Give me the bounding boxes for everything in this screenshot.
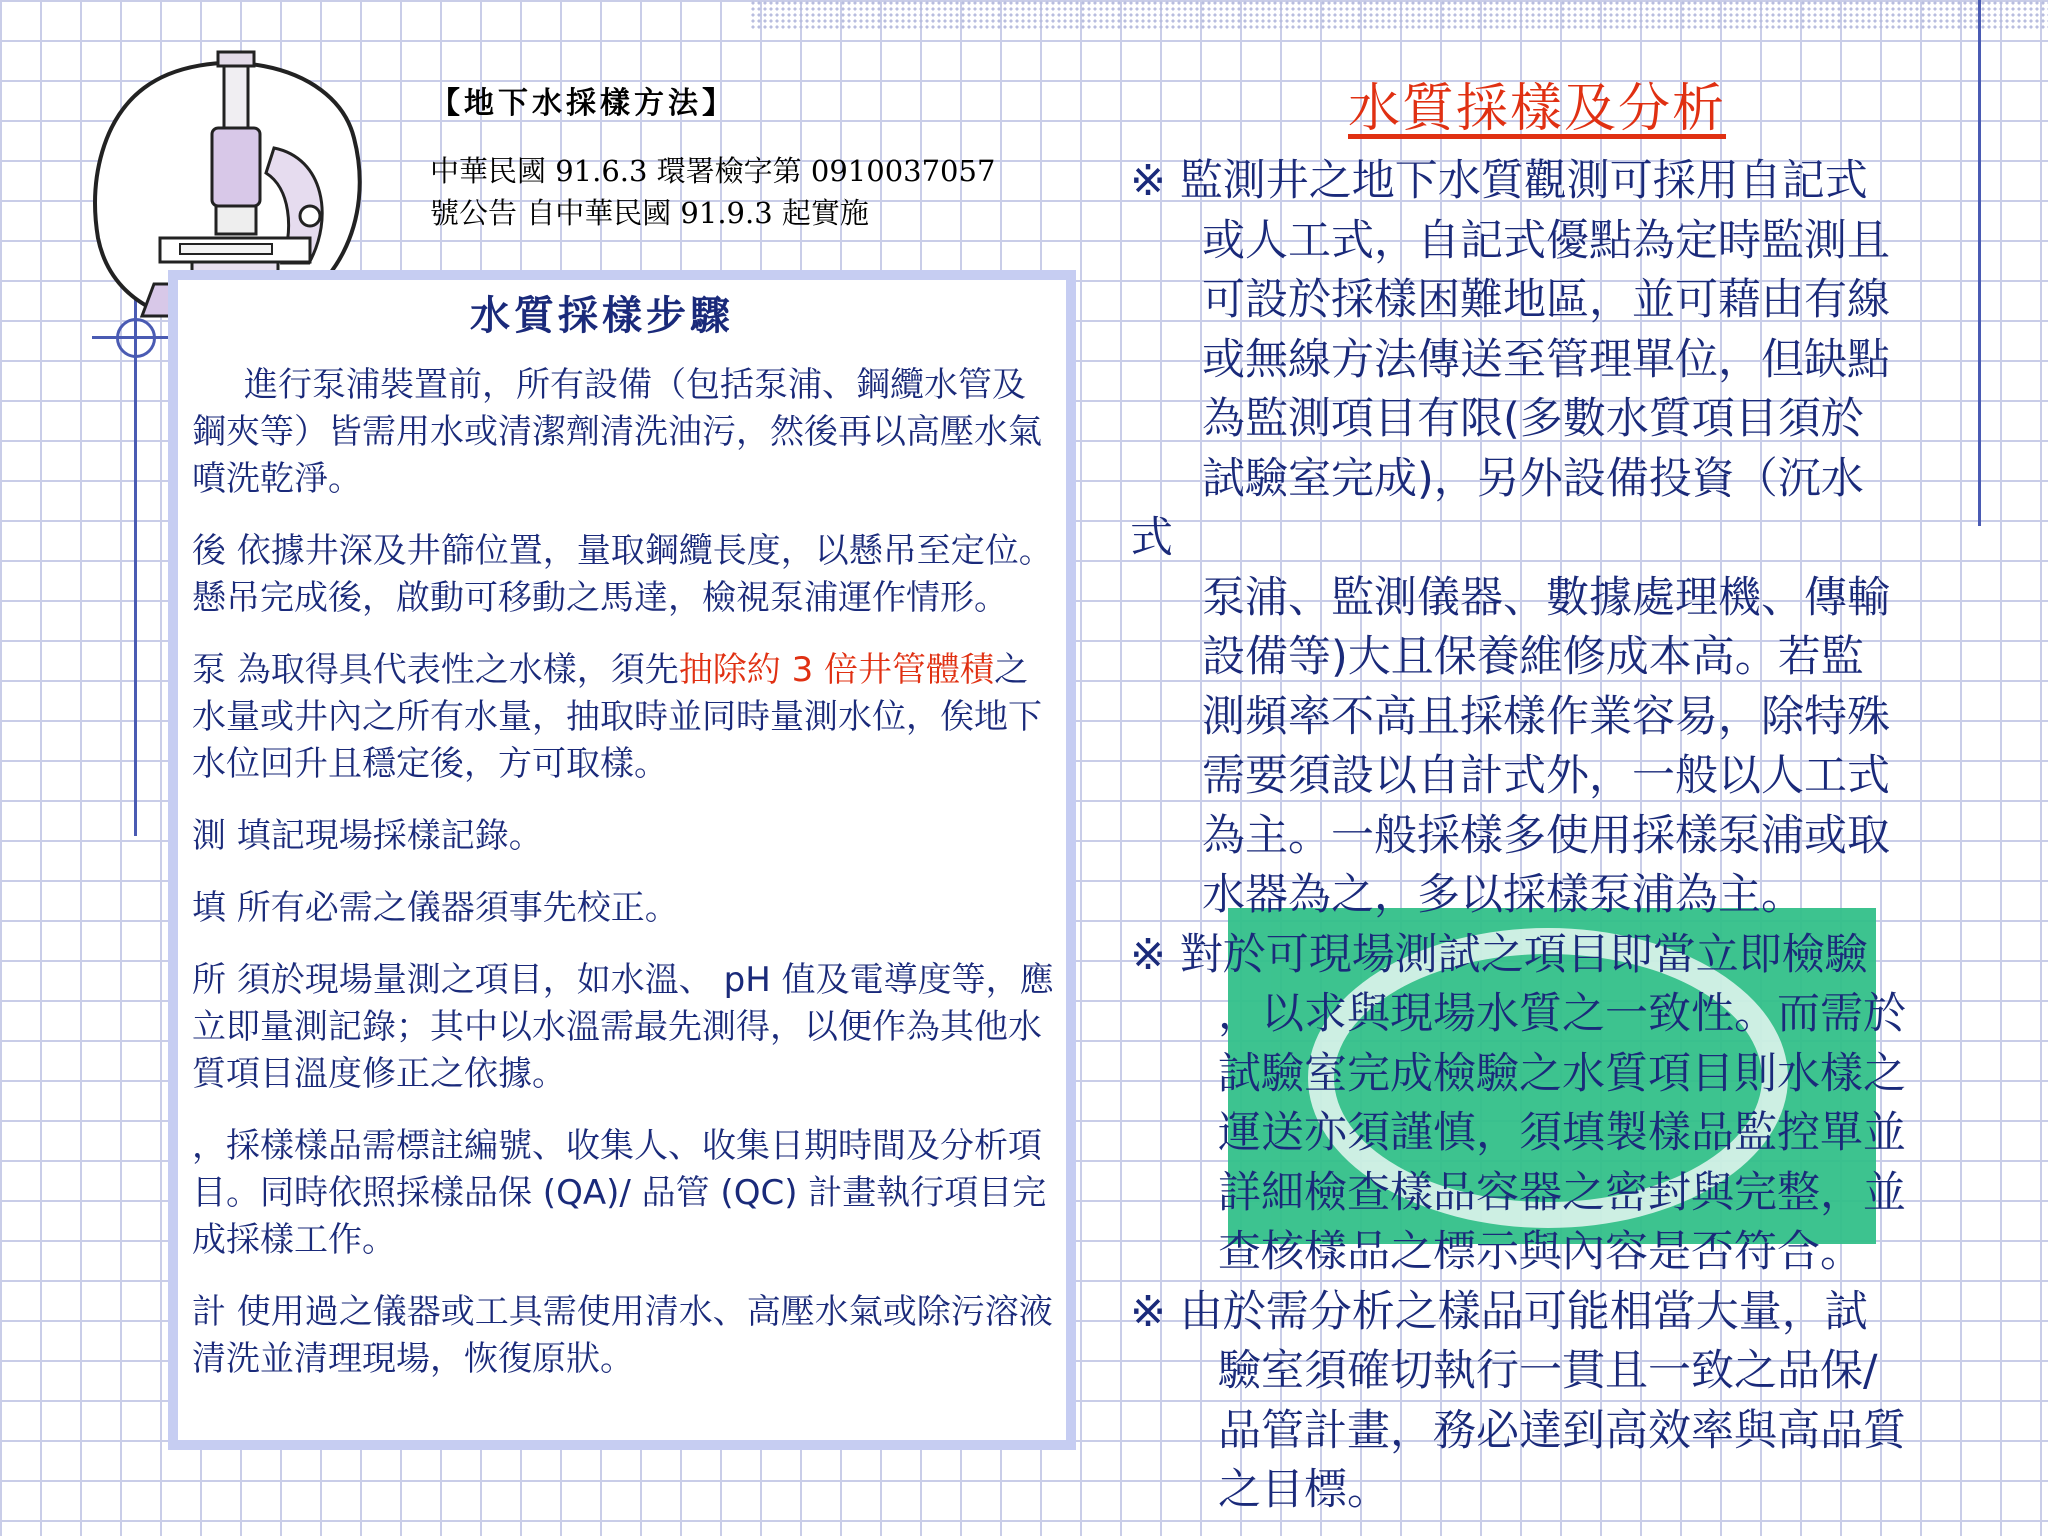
analysis-line: 運送亦須謹慎，須填製樣品監控單並 (1218, 1108, 1906, 1158)
step-paragraph-6: 所 須於現場量測之項目，如水溫、 pH 值及電導度等，應立即量測記錄；其中以水溫需最先測得，以便作為其他水質項目溫度修正之依據。 (192, 960, 1054, 1094)
analysis-line: ※ 監測井之地下水質觀測可採用自記式 (1130, 156, 1868, 206)
analysis-line: 或人工式，自記式優點為定時監測且 (1202, 215, 1890, 266)
analysis-line: 或無線方法傳送至管理單位，但缺點 (1202, 334, 1890, 385)
step-paragraph-8: 計 使用過之儀器或工具需使用清水、高壓水氣或除污溶液清洗並清理現場，恢復原狀。 (192, 1292, 1053, 1379)
analysis-line: 水器為之，多以採樣泵浦為主。 (1202, 870, 1804, 920)
analysis-line: 之目標。 (1218, 1465, 1390, 1515)
regulation-title: 【地下水採樣方法】 (430, 86, 736, 121)
analysis-line: 為監測項目有限(多數水質項目須於 (1202, 394, 1864, 444)
analysis-line: 驗室須確切執行一貫且一致之品保/ (1218, 1346, 1878, 1396)
step3-text-before: 泵 為取得具代表性之水樣，須先 (192, 650, 679, 690)
analysis-line: 查核樣品之標示與內容是否符合。 (1218, 1227, 1863, 1277)
analysis-line: ※ 對於可現場測試之項目即當立即檢驗 (1130, 929, 1868, 980)
analysis-line: 測頻率不高且採樣作業容易，除特殊 (1202, 691, 1890, 742)
analysis-line: 設備等)大且保養維修成本高。若監 (1202, 632, 1864, 682)
analysis-line: 泵浦、監測儀器、數據處理機、傳輸 (1202, 572, 1890, 623)
analysis-line: ※ 由於需分析之樣品可能相當大量，試 (1130, 1286, 1868, 1337)
analysis-line: ，以求與現場水質之一致性。而需於 (1218, 989, 1906, 1039)
analysis-line: 試驗室完成)，另外設備投資（沉水 (1202, 453, 1864, 504)
step-paragraph-5: 填 所有必需之儀器須事先校正。 (192, 888, 679, 928)
notice-line-2: 號公告 自中華民國 91.9.3 起實施 (430, 196, 869, 230)
step3-text-after: 之水量或井內之所有水量，抽取時並同時量測水位，俟地下水位回升且穩定後，方可取樣。 (192, 650, 1042, 784)
steps-title: 水質採樣步驟 (470, 293, 734, 339)
step-paragraph-2: 後 依據井深及井篩位置，量取鋼纜長度，以懸吊至定位。懸吊完成後，啟動可移動之馬達，檢視泵浦運作情形。 (192, 531, 1053, 618)
analysis-title: 水質採樣及分析 (1348, 79, 1727, 139)
step-paragraph-7: ，採樣樣品需標註編號、收集人、收集日期時間及分析項目。同時依照採樣品保 (QA)/ 品管 (QC) 計畫執行項目完成採樣工作。 (192, 1126, 1047, 1260)
regulation-notice (430, 150, 1050, 234)
analysis-line: 為主。一般採樣多使用採樣泵浦或取 (1202, 810, 1890, 861)
decorative-right-vertical-line (1978, 0, 1981, 526)
analysis-line: 詳細檢查樣品容器之密封與完整，並 (1218, 1167, 1906, 1218)
steps-content (192, 362, 1054, 1408)
dotted-pattern-band (750, 0, 2048, 30)
analysis-line: 品管計畫，務必達到高效率與高品質 (1218, 1405, 1906, 1456)
analysis-line: 試驗室完成檢驗之水質項目則水樣之 (1218, 1048, 1906, 1099)
step3-highlight: 抽除約 3 倍井管體積 (678, 650, 995, 690)
analysis-line: 可設於採樣困難地區，並可藉由有線 (1202, 275, 1890, 325)
analysis-line: 式 (1130, 513, 1173, 563)
step-paragraph-3 (192, 647, 1054, 788)
analysis-content (1130, 152, 1970, 1521)
regulation-header (430, 78, 1050, 234)
step-paragraph-1: 進行泵浦裝置前，所有設備（包括泵浦、鋼纜水管及鋼夾等）皆需用水或清潔劑清洗油污，然後再以高壓水氣噴洗乾淨。 (192, 365, 1042, 499)
step-paragraph-4: 測 填記現場採樣記錄。 (192, 816, 543, 856)
notice-line-1: 中華民國 91.6.3 環署檢字第 0910037057 (430, 154, 996, 188)
analysis-line: 需要須設以自計式外，一般以人工式 (1202, 751, 1890, 801)
decorative-vertical-line (134, 300, 137, 836)
